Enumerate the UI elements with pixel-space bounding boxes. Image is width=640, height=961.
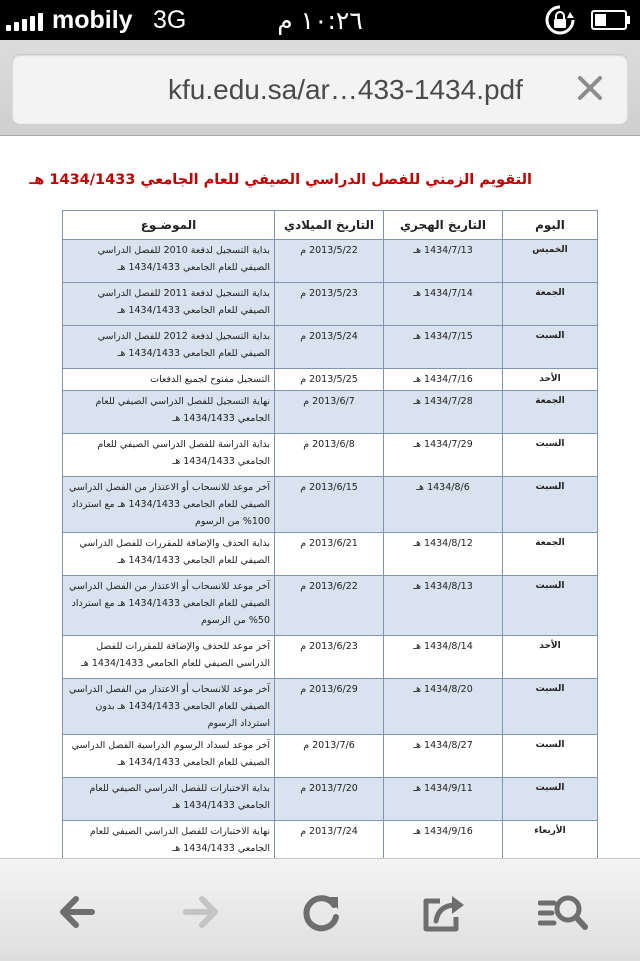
cell-hijri: 1434/8/14 هـ bbox=[384, 636, 503, 679]
cell-hijri: 1434/7/29 هـ bbox=[384, 434, 503, 477]
cell-hijri: 1434/7/14 هـ bbox=[384, 283, 503, 326]
cell-hijri: 1434/9/16 هـ bbox=[384, 821, 503, 864]
cell-greg: 2013/6/15 م bbox=[275, 477, 384, 533]
table-header-row bbox=[63, 211, 598, 240]
network-type: 3G bbox=[153, 6, 187, 34]
table-row bbox=[63, 391, 598, 434]
cell-greg: 2013/7/20 م bbox=[275, 778, 384, 821]
forward-arrow-icon[interactable] bbox=[176, 887, 226, 937]
pdf-document bbox=[0, 136, 640, 858]
cell-topic: آخر موعد للحذف والإضافة للمقررات للفصل الدراسي الصيفي للعام الجامعي 1434/1433 هـ bbox=[63, 636, 275, 679]
cell-topic: نهاية التسجيل للفصل الدراسي الصيفي للعام الجامعي 1434/1433 هـ bbox=[63, 391, 275, 434]
cell-greg: 2013/5/22 م bbox=[275, 240, 384, 283]
reload-icon[interactable] bbox=[296, 887, 346, 937]
cell-greg: 2013/6/22 م bbox=[275, 576, 384, 636]
cell-hijri: 1434/8/20 هـ bbox=[384, 679, 503, 735]
cell-topic: نهاية الاختبارات للفصل الدراسي الصيفي للعام الجامعي 1434/1433 هـ bbox=[63, 821, 275, 864]
rotation-lock-icon bbox=[544, 4, 576, 36]
cell-day: السبت bbox=[503, 576, 598, 636]
cell-day: السبت bbox=[503, 434, 598, 477]
back-arrow-icon[interactable] bbox=[52, 887, 102, 937]
table-row bbox=[63, 283, 598, 326]
table-row bbox=[63, 778, 598, 821]
header-topic: الموضـوع bbox=[63, 211, 275, 240]
table-row bbox=[63, 735, 598, 778]
cell-hijri: 1434/7/28 هـ bbox=[384, 391, 503, 434]
header-hijri: التاريخ الهجري bbox=[384, 211, 503, 240]
table-row bbox=[63, 477, 598, 533]
cell-topic: آخر موعد للانسحاب أو الاعتذار من الفصل الدراسي الصيفي للعام الجامعي 1434/1433 هـ مع استرداد 100% من الرسوم bbox=[63, 477, 275, 533]
cell-greg: 2013/5/25 م bbox=[275, 369, 384, 391]
cell-greg: 2013/6/23 م bbox=[275, 636, 384, 679]
cell-topic: آخر موعد للانسحاب أو الاعتذار من الفصل الدراسي الصيفي للعام الجامعي 1434/1433 هـ مع استرداد 50% من الرسوم bbox=[63, 576, 275, 636]
cell-topic: بداية التسجيل لدفعة 2012 للفصل الدراسي الصيفي للعام الجامعي 1434/1433 هـ bbox=[63, 326, 275, 369]
cell-hijri: 1434/8/27 هـ bbox=[384, 735, 503, 778]
cell-greg: 2013/5/24 م bbox=[275, 326, 384, 369]
cell-greg: 2013/6/29 م bbox=[275, 679, 384, 735]
table-row bbox=[63, 576, 598, 636]
cell-day: السبت bbox=[503, 326, 598, 369]
table-row bbox=[63, 434, 598, 477]
status-bar bbox=[0, 0, 640, 40]
carrier-name: mobily bbox=[52, 6, 133, 34]
table-row bbox=[63, 240, 598, 283]
cell-day: الأحد bbox=[503, 369, 598, 391]
cell-hijri: 1434/7/16 هـ bbox=[384, 369, 503, 391]
cell-day: الجمعة bbox=[503, 283, 598, 326]
status-time: ١٠:٢٦ م bbox=[277, 6, 363, 35]
cell-day: الجمعة bbox=[503, 391, 598, 434]
cell-greg: 2013/6/8 م bbox=[275, 434, 384, 477]
cell-greg: 2013/7/24 م bbox=[275, 821, 384, 864]
cell-day: الأحد bbox=[503, 636, 598, 679]
address-bar-area bbox=[0, 40, 640, 136]
cell-day: السبت bbox=[503, 735, 598, 778]
cell-hijri: 1434/8/12 هـ bbox=[384, 533, 503, 576]
cell-topic: بداية التسجيل لدفعة 2010 للفصل الدراسي الصيفي للعام الجامعي 1434/1433 هـ bbox=[63, 240, 275, 283]
table-row bbox=[63, 326, 598, 369]
cell-topic: بداية الدراسة للفصل الدراسي الصيفي للعام الجامعي 1434/1433 هـ bbox=[63, 434, 275, 477]
cell-greg: 2013/7/6 م bbox=[275, 735, 384, 778]
header-day: اليوم bbox=[503, 211, 598, 240]
share-icon[interactable] bbox=[418, 887, 468, 937]
cell-hijri: 1434/8/13 هـ bbox=[384, 576, 503, 636]
cell-hijri: 1434/9/11 هـ bbox=[384, 778, 503, 821]
cell-day: السبت bbox=[503, 477, 598, 533]
table-row bbox=[63, 369, 598, 391]
cell-greg: 2013/6/7 م bbox=[275, 391, 384, 434]
cell-topic: بداية الاختبارات للفصل الدراسي الصيفي للعام الجامعي 1434/1433 هـ bbox=[63, 778, 275, 821]
cell-topic: بداية الحذف والإضافة للمقررات للفصل الدراسي الصيفي للعام الجامعي 1434/1433 هـ bbox=[63, 533, 275, 576]
header-greg: التاريخ الميلادي bbox=[275, 211, 384, 240]
battery-icon bbox=[591, 10, 631, 30]
cell-hijri: 1434/8/6 هـ bbox=[384, 477, 503, 533]
cell-day: السبت bbox=[503, 679, 598, 735]
cell-hijri: 1434/7/15 هـ bbox=[384, 326, 503, 369]
cell-day: السبت bbox=[503, 778, 598, 821]
reading-list-search-icon[interactable] bbox=[538, 887, 588, 937]
document-title: التقويم الزمني للفصل الدراسي الصيفي للعام الجامعي 1434/1433 هـ bbox=[29, 172, 532, 188]
table-row bbox=[63, 533, 598, 576]
cell-hijri: 1434/7/13 هـ bbox=[384, 240, 503, 283]
browser-toolbar bbox=[0, 858, 640, 961]
cell-topic: آخر موعد للانسحاب أو الاعتذار من الفصل الدراسي الصيفي للعام الجامعي 1434/1433 هـ بدون استرداد الرسوم bbox=[63, 679, 275, 735]
cell-topic: آخر موعد لسداد الرسوم الدراسية الفصل الدراسي الصيفي للعام الجامعي 1434/1433 هـ bbox=[63, 735, 275, 778]
cell-greg: 2013/5/23 م bbox=[275, 283, 384, 326]
close-icon[interactable] bbox=[574, 72, 606, 104]
table-row bbox=[63, 636, 598, 679]
cell-day: الجمعة bbox=[503, 533, 598, 576]
cell-greg: 2013/6/21 م bbox=[275, 533, 384, 576]
cell-day: الأربعاء bbox=[503, 821, 598, 864]
schedule-table bbox=[62, 210, 598, 864]
url-text[interactable]: kfu.edu.sa/ar…433-1434.pdf bbox=[168, 74, 523, 105]
cell-topic: التسجيل مفتوح لجميع الدفعات bbox=[63, 369, 275, 391]
cell-topic: بداية التسجيل لدفعة 2011 للفصل الدراسي الصيفي للعام الجامعي 1434/1433 هـ bbox=[63, 283, 275, 326]
table-row bbox=[63, 679, 598, 735]
cell-day: الخميس bbox=[503, 240, 598, 283]
